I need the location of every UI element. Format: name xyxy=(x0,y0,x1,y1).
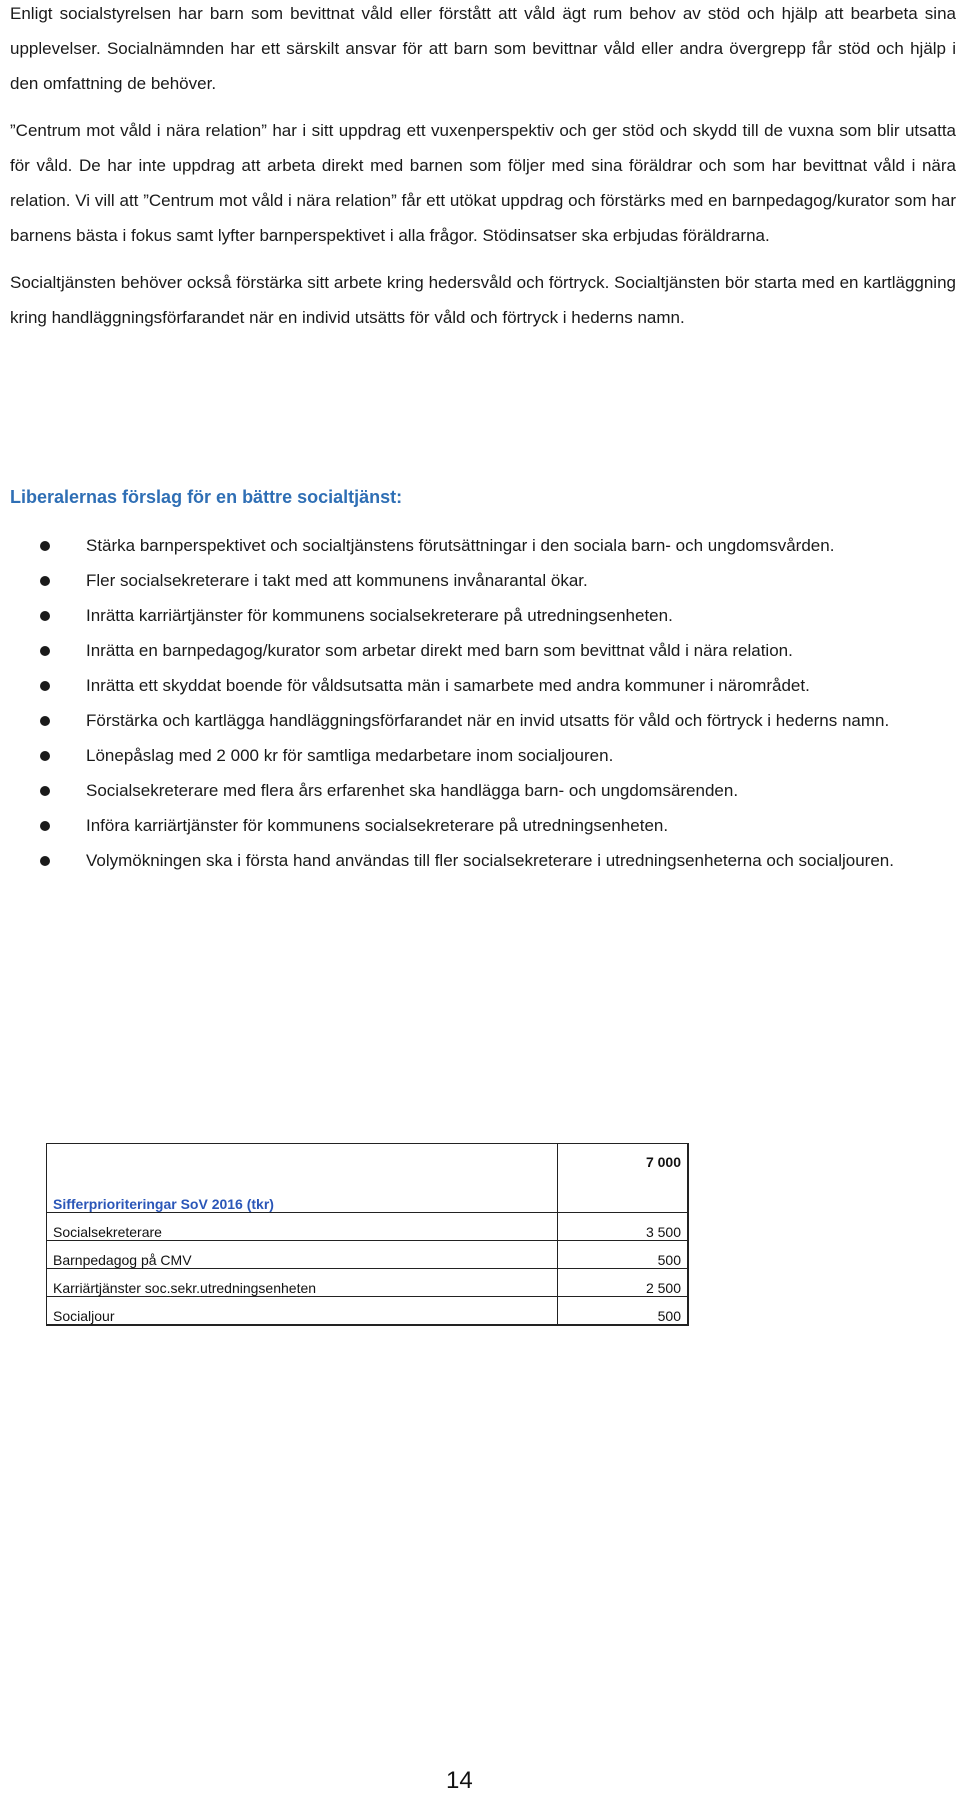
paragraph-centrum-mot-vald: ”Centrum mot våld i nära relation” har i sitt uppdrag ett vuxenperspektiv och ger stöd och skydd till de vuxna som blir utsatta för våld. De har inte uppdrag att arbeta direkt med barnen som följer med sina föräldrar och som har bevittnat våld i nära relation. Vi vill att ”Centrum mot våld i nära relation” får ett utökat uppdrag och förstärks med en barnpedagog/kurator som har barnens bästa i fokus samt lyfter barnperspektivet i alla frågor. Stödinsatser ska erbjudas föräldrarna. xyxy=(10,121,956,245)
table-row xyxy=(47,1269,689,1297)
body-text xyxy=(10,0,956,347)
bullet-icon xyxy=(40,541,50,551)
table-row xyxy=(47,1297,689,1326)
row-label: Karriärtjänster soc.sekr.utredningsenheten xyxy=(47,1269,558,1297)
budget-table xyxy=(46,1143,689,1326)
row-label: Socialjour xyxy=(47,1297,558,1326)
total-amount: 7 000 xyxy=(645,1154,681,1170)
table-row xyxy=(47,1241,689,1269)
list-item xyxy=(40,563,956,598)
paragraph-hedersvald: Socialtjänsten behöver också förstärka sitt arbete kring hedersvåld och förtryck. Socialtjänsten bör starta med en kartläggning kring handläggningsförfarandet när en individ utsätts för våld och förtryck i hederns namn. xyxy=(10,273,956,327)
list-item xyxy=(40,773,956,808)
list-item-text: Socialsekreterare med flera års erfarenhet ska handlägga barn- och ungdomsärenden. xyxy=(86,781,739,800)
list-item-text: Volymökningen ska i första hand användas till fler socialsekreterare i utredningsenheterna och socialjouren. xyxy=(86,851,894,870)
page-number: 14 xyxy=(446,1767,473,1794)
row-amount: 2 500 xyxy=(558,1269,689,1297)
proposal-list xyxy=(40,528,956,878)
row-amount: 3 500 xyxy=(558,1213,689,1241)
list-item xyxy=(40,598,956,633)
row-amount: 500 xyxy=(558,1297,689,1326)
list-item-text: Förstärka och kartlägga handläggningsförfarandet när en invid utsatts för våld och förtryck i hederns namn. xyxy=(86,711,890,730)
paragraph-children-witnessing-violence: Enligt socialstyrelsen har barn som bevittnat våld eller förstått att våld ägt rum behov av stöd och hjälp att bearbeta sina upplevelser. Socialnämnden har ett särskilt ansvar för att barn som bevittnar våld eller andra övergrepp får stöd och hjälp i den omfattning de behöver. xyxy=(10,4,956,93)
list-item-text: Fler socialsekreterare i takt med att kommunens invånarantal ökar. xyxy=(86,571,588,590)
list-item-text: Lönepåslag med 2 000 kr för samtliga medarbetare inom socialjouren. xyxy=(86,746,614,765)
row-amount: 500 xyxy=(558,1241,689,1269)
list-item xyxy=(40,738,956,773)
bullet-icon xyxy=(40,646,50,656)
bullet-icon xyxy=(40,716,50,726)
bullet-icon xyxy=(40,856,50,866)
bullet-icon xyxy=(40,751,50,761)
bullet-icon xyxy=(40,786,50,796)
list-item xyxy=(40,528,956,563)
table-row xyxy=(47,1213,689,1241)
list-item-text: Inrätta karriärtjänster för kommunens socialsekreterare på utredningsenheten. xyxy=(86,606,673,625)
list-item xyxy=(40,668,956,703)
list-item xyxy=(40,633,956,668)
list-item-text: Inrätta en barnpedagog/kurator som arbetar direkt med barn som bevittnat våld i nära relation. xyxy=(86,641,793,660)
table-title: Sifferprioriteringar SoV 2016 (tkr) xyxy=(53,1196,274,1212)
list-item-text: Inrätta ett skyddat boende för våldsutsatta män i samarbete med andra kommuner i närområdet. xyxy=(86,676,810,695)
bullet-icon xyxy=(40,576,50,586)
list-item xyxy=(40,808,956,843)
bullet-icon xyxy=(40,681,50,691)
table-header-row xyxy=(47,1144,689,1213)
row-label: Barnpedagog på CMV xyxy=(47,1241,558,1269)
list-item-text: Införa karriärtjänster för kommunens socialsekreterare på utredningsenheten. xyxy=(86,816,669,835)
list-item xyxy=(40,843,956,878)
list-item-text: Stärka barnperspektivet och socialtjänstens förutsättningar i den sociala barn- och ungdomsvården. xyxy=(86,536,835,555)
table-title-cell xyxy=(47,1144,558,1213)
total-cell xyxy=(558,1144,689,1213)
section-heading: Liberalernas förslag för en bättre socialtjänst: xyxy=(10,487,403,507)
list-item xyxy=(40,703,956,738)
row-label: Socialsekreterare xyxy=(47,1213,558,1241)
bullet-icon xyxy=(40,821,50,831)
bullet-icon xyxy=(40,611,50,621)
